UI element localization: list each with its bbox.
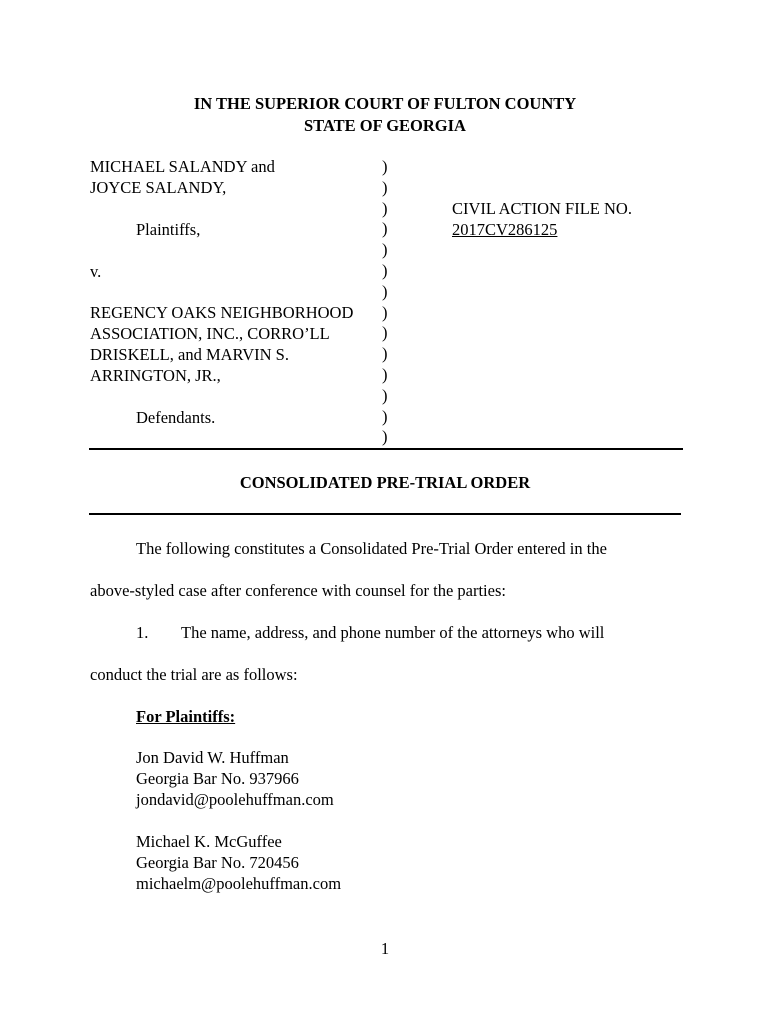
caption-paren: ) [382, 364, 388, 384]
attorney1-bar-number: Georgia Bar No. 937966 [136, 769, 299, 788]
defendant-line2: ASSOCIATION, INC., CORRO’LL [90, 324, 330, 343]
caption-paren: ) [382, 385, 388, 405]
court-state: STATE OF GEORGIA [304, 116, 466, 135]
caption-paren: ) [382, 406, 388, 426]
defendant-line1: REGENCY OAKS NEIGHBORHOOD [90, 303, 354, 322]
plaintiff-names-line2: JOYCE SALANDY, [90, 178, 227, 197]
caption-paren: ) [382, 281, 388, 301]
file-number: 2017CV286125 [452, 220, 558, 239]
plaintiff-names-line1: MICHAEL SALANDY and [90, 157, 275, 176]
attorney2-email: michaelm@poolehuffman.com [136, 874, 342, 893]
court-name: IN THE SUPERIOR COURT OF FULTON COUNTY [193, 94, 577, 113]
caption-paren: ) [382, 323, 388, 343]
intro-line2: above-styled case after conference with counsel for the parties: [90, 581, 506, 600]
document-title: CONSOLIDATED PRE-TRIAL ORDER [239, 473, 531, 492]
defendant-line4: ARRINGTON, JR., [90, 366, 221, 385]
item1-line2: conduct the trial are as follows: [90, 665, 298, 684]
caption-rule [89, 448, 683, 450]
caption-paren: ) [382, 344, 388, 364]
item1-line1: The name, address, and phone number of the attorneys who will [181, 623, 605, 642]
caption-paren: ) [382, 177, 388, 197]
intro-line1: The following constitutes a Consolidated Pre-Trial Order entered in the [136, 539, 607, 558]
caption-paren: ) [382, 219, 388, 239]
civil-action-label: CIVIL ACTION FILE NO. [452, 199, 632, 218]
item1-number: 1. [136, 623, 149, 642]
versus: v. [90, 262, 102, 281]
caption-paren: ) [382, 427, 388, 447]
attorney1-name: Jon David W. Huffman [136, 748, 289, 767]
caption-parenthesis-column [382, 157, 388, 448]
for-plaintiffs-heading: For Plaintiffs: [136, 707, 236, 726]
page-number: 1 [380, 939, 390, 958]
caption-paren: ) [382, 302, 388, 322]
caption-paren: ) [382, 157, 388, 176]
attorney1-email: jondavid@poolehuffman.com [136, 790, 334, 809]
title-rule [89, 513, 681, 515]
defendant-line3: DRISKELL, and MARVIN S. [90, 345, 289, 364]
caption-paren: ) [382, 198, 388, 218]
caption-paren: ) [382, 240, 388, 260]
defendants-label: Defendants. [136, 408, 216, 427]
plaintiffs-label: Plaintiffs, [136, 220, 201, 239]
attorney2-name: Michael K. McGuffee [136, 832, 282, 851]
attorney2-bar-number: Georgia Bar No. 720456 [136, 853, 299, 872]
caption-paren: ) [382, 260, 388, 280]
